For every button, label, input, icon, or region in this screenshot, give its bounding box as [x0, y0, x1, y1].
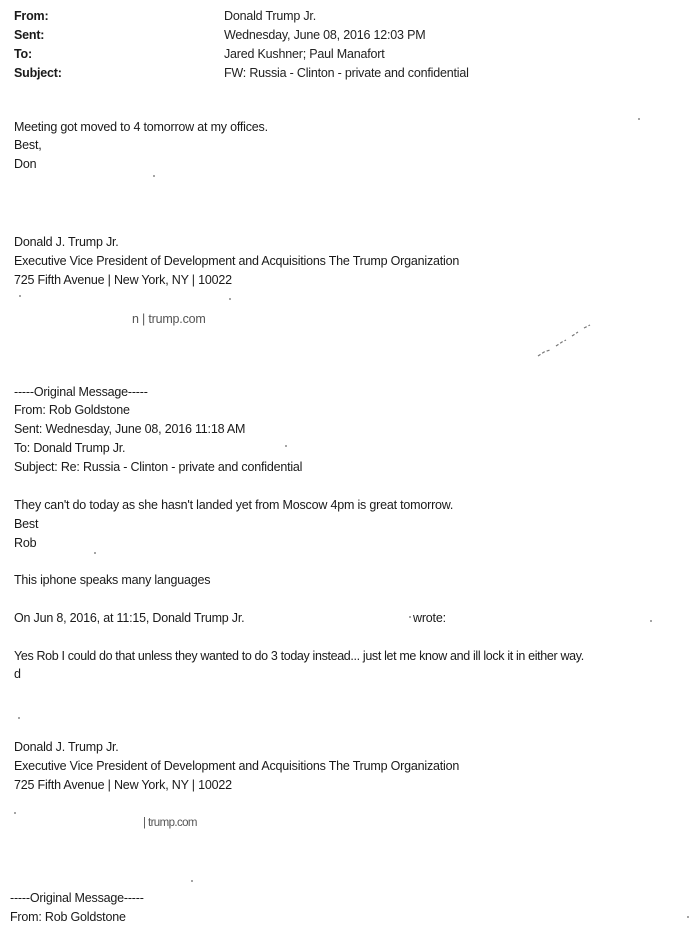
to-value: Jared Kushner; Paul Manafort	[224, 47, 385, 61]
scan-speck	[409, 616, 411, 618]
sent-value: Wednesday, June 08, 2016 12:03 PM	[224, 28, 426, 42]
message1-line3: Don	[14, 157, 37, 171]
quote-initial: d	[14, 667, 21, 681]
to-label: To:	[14, 47, 32, 61]
sent-label: Sent:	[14, 28, 45, 42]
original2-from: From: Rob Goldstone	[10, 910, 126, 924]
subject-value: FW: Russia - Clinton - private and confidential	[224, 66, 469, 80]
original1-to: To: Donald Trump Jr.	[14, 441, 126, 455]
pen-scribble	[536, 322, 596, 362]
reply-line2: Best	[14, 517, 39, 531]
scan-speck	[191, 880, 193, 882]
signature1-name: Donald J. Trump Jr.	[14, 235, 119, 249]
original1-from: From: Rob Goldstone	[14, 403, 130, 417]
scan-speck	[19, 295, 21, 297]
original2-separator: -----Original Message-----	[10, 891, 144, 905]
original1-sent: Sent: Wednesday, June 08, 2016 11:18 AM	[14, 422, 246, 436]
signature1-partial-line: n | trump.com	[132, 312, 206, 326]
reply-line4: This iphone speaks many languages	[14, 573, 211, 587]
message1-line2: Best,	[14, 138, 42, 152]
scan-speck	[153, 175, 155, 177]
scan-speck	[687, 916, 689, 918]
signature2-name: Donald J. Trump Jr.	[14, 740, 119, 754]
scan-speck	[650, 620, 652, 622]
signature2-title: Executive Vice President of Development and Acquisitions The Trump Organization	[14, 759, 460, 773]
original1-separator: -----Original Message-----	[14, 385, 148, 399]
scan-speck	[14, 812, 16, 814]
quote-wrote-text: wrote:	[413, 611, 446, 625]
scan-speck	[285, 445, 287, 447]
scan-speck	[94, 552, 96, 554]
signature2-address: 725 Fifth Avenue | New York, NY | 10022	[14, 778, 232, 792]
signature1-title: Executive Vice President of Development and Acquisitions The Trump Organization	[14, 254, 460, 268]
scan-speck	[229, 298, 231, 300]
quote-intro-wrote	[413, 610, 446, 626]
scan-speck	[18, 717, 20, 719]
subject-label: Subject:	[14, 66, 62, 80]
from-label: From:	[14, 9, 49, 23]
quote-intro: On Jun 8, 2016, at 11:15, Donald Trump Jr.	[14, 611, 245, 625]
signature2-partial-line: | trump.com	[143, 817, 197, 829]
reply-line1: They can't do today as she hasn't landed yet from Moscow 4pm is great tomorrow.	[14, 498, 454, 512]
quote-body: Yes Rob I could do that unless they wanted to do 3 today instead... just let me know and ill lock it in either way.	[14, 649, 584, 663]
scan-speck	[638, 118, 640, 120]
from-value: Donald Trump Jr.	[224, 9, 316, 23]
original1-subject: Subject: Re: Russia - Clinton - private and confidential	[14, 460, 303, 474]
message1-line1: Meeting got moved to 4 tomorrow at my offices.	[14, 120, 268, 134]
signature1-address: 725 Fifth Avenue | New York, NY | 10022	[14, 273, 232, 287]
reply-line3: Rob	[14, 536, 37, 550]
